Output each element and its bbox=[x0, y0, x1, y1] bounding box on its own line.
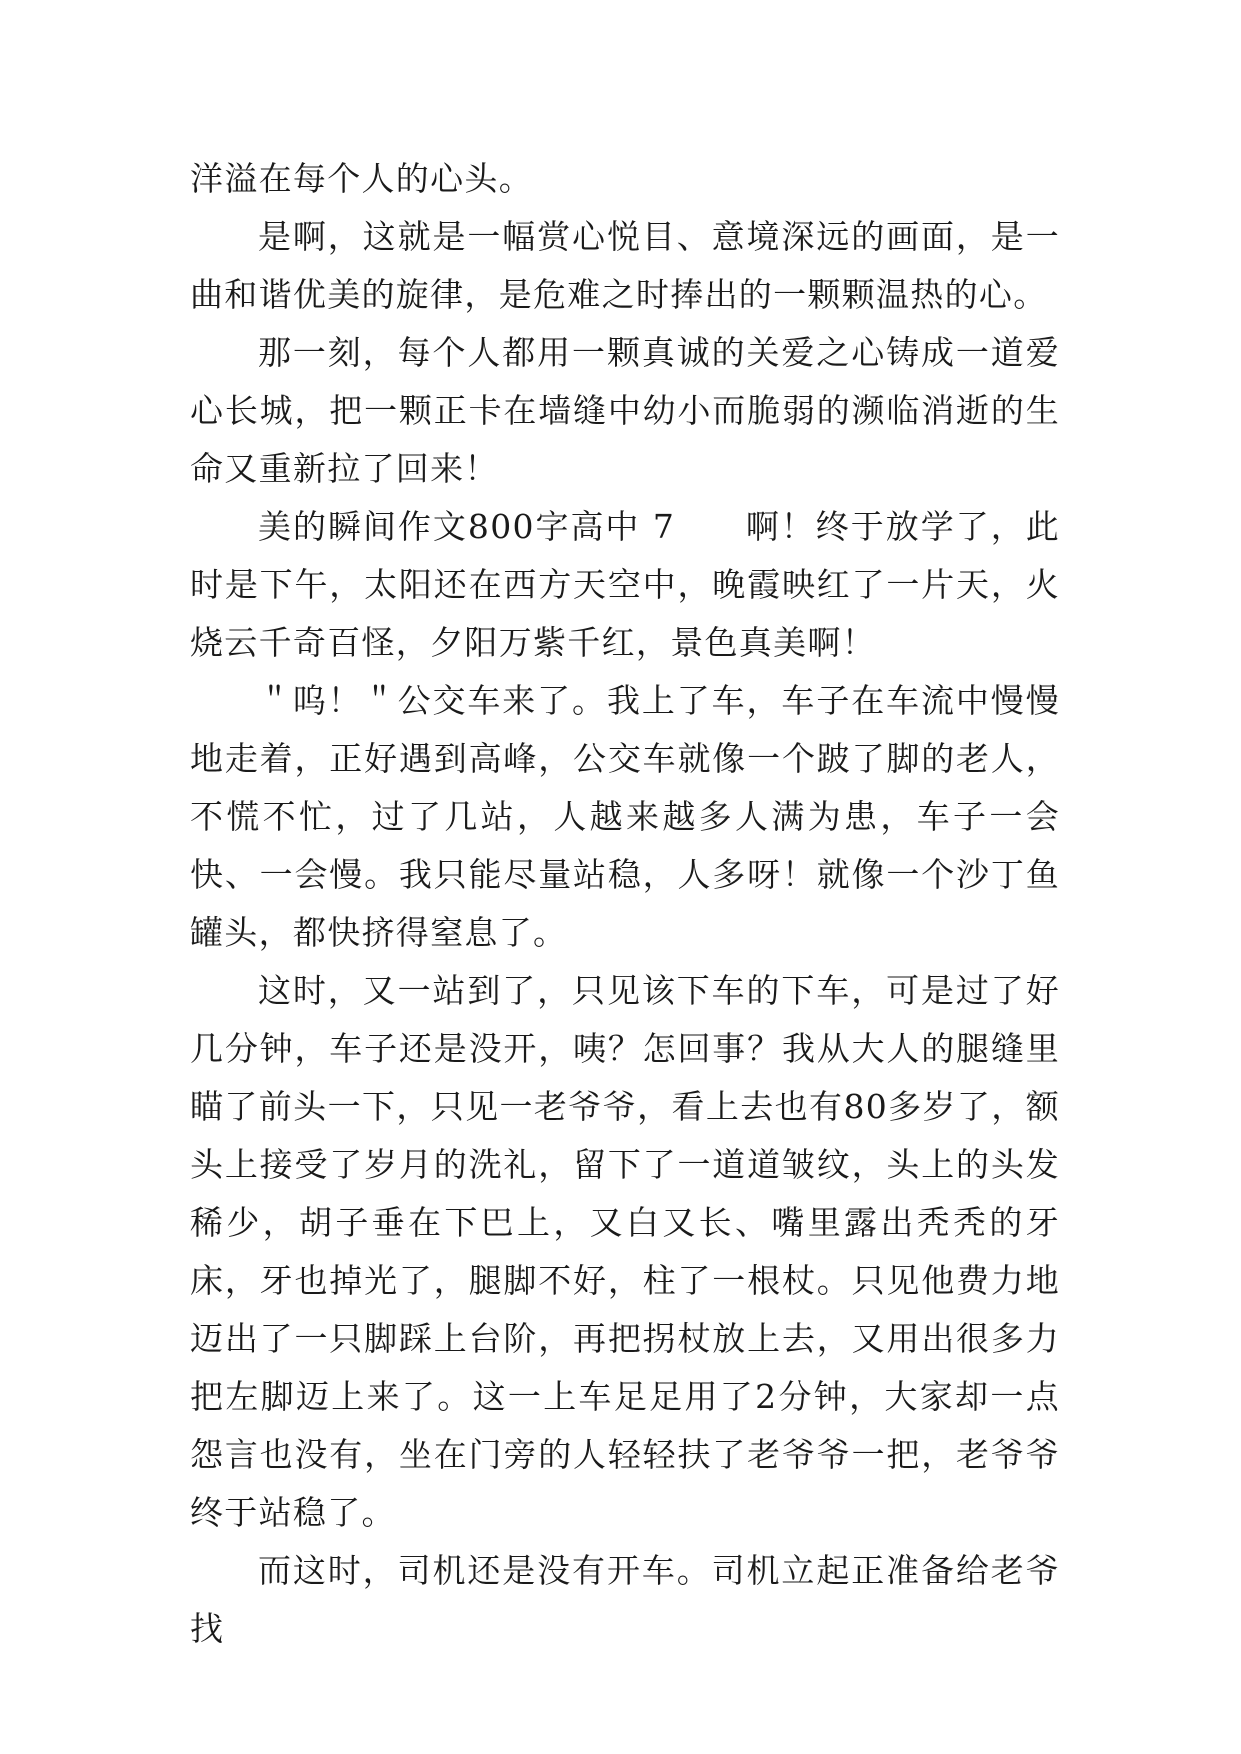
paragraph: 这时，又一站到了，只见该下车的下车，可是过了好几分钟，车子还是没开，咦？怎回事？我从大人的腿缝里瞄了前头一下，只见一老爷爷，看上去也有80多岁了，额头上接受了岁月的洗礼，留下了一道道皱纹，头上的头发稀少，胡子垂在下巴上，又白又长、嘴里露出秃秃的牙床，牙也掉光了，腿脚不好，柱了一根杖。只见他费力地迈出了一只脚踩上台阶，再把拐杖放上去，又用出很多力把左脚迈上来了。这一上车足足用了2分钟，大家却一点怨言也没有，坐在门旁的人轻轻扶了老爷爷一把，老爷爷终于站稳了。 bbox=[190, 971, 1060, 1532]
paragraph: 那一刻，每个人都用一颗真诚的关爱之心铸成一道爱心长城，把一颗正卡在墙缝中幼小而脆弱的濒临消逝的生命又重新拉了回来！ bbox=[190, 333, 1060, 488]
paragraph: ＂呜！＂公交车来了。我上了车，车子在车流中慢慢地走着，正好遇到高峰，公交车就像一个跛了脚的老人，不慌不忙，过了几站，人越来越多人满为患，车子一会快、一会慢。我只能尽量站稳，人多呀！就像一个沙丁鱼罐头，都快挤得窒息了。 bbox=[190, 681, 1060, 952]
paragraph: 而这时，司机还是没有开车。司机立起正准备给老爷找 bbox=[190, 1551, 1060, 1648]
paragraph: 美的瞬间作文800字高中 7 啊！终于放学了，此时是下午，太阳还在西方天空中，晚霞映红了一片天，火烧云千奇百怪，夕阳万紫千红，景色真美啊！ bbox=[190, 507, 1060, 662]
paragraph: 洋溢在每个人的心头。 bbox=[190, 159, 533, 198]
article-body bbox=[190, 150, 1060, 1658]
paragraph: 是啊，这就是一幅赏心悦目、意境深远的画面，是一曲和谐优美的旋律，是危难之时捧出的一颗颗温热的心。 bbox=[190, 217, 1060, 314]
